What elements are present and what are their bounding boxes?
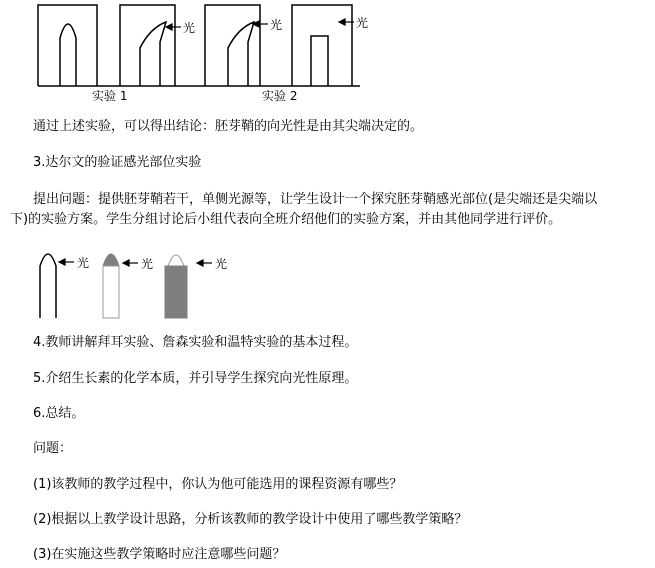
- coleoptile-intact: [40, 254, 56, 318]
- light-label-a: 光: [77, 256, 90, 270]
- section-3-para-line-1: 提出问题：提供胚芽鞘若干，单侧光源等，让学生设计一个探究胚芽鞘感光部位(是尖端还是尖端以: [33, 192, 598, 207]
- conclusion-text: 通过上述实验，可以得出结论：胚芽鞘的向光性是由其尖端决定的。: [33, 119, 424, 134]
- section-3-title: 3.达尔文的验证感光部位实验: [33, 155, 202, 170]
- exp1-coleoptile-bent: [140, 22, 166, 86]
- light-label-2: 光: [270, 18, 283, 32]
- section-5-text: 5.介绍生长素的化学本质，并引导学生探究向光性原理。: [33, 371, 358, 386]
- caption-experiment-2: 实验 2: [262, 89, 298, 103]
- sensing-experiment-figure: [0, 238, 655, 322]
- questions-title: 问题：: [33, 441, 73, 456]
- caption-experiment-1: 实验 1: [92, 89, 128, 103]
- light-label-1: 光: [183, 21, 196, 35]
- exp1-box-left: [38, 5, 97, 86]
- exp2-coleoptile-bent: [228, 22, 254, 86]
- exp2-box-left: [205, 5, 260, 86]
- section-3-para-line-2: 下)的实验方案。学生分组讨论后小组代表向全班介绍他们的实验方案，并由其他同学进行评价。: [10, 212, 562, 227]
- exp2-coleoptile-cut: [311, 36, 328, 86]
- coleoptile-tip-covered-stem: [103, 266, 119, 318]
- exp1-box-right: [120, 5, 175, 86]
- light-label-c: 光: [215, 257, 228, 271]
- section-6-text: 6.总结。: [33, 406, 85, 421]
- question-2: (2)根据以上教学设计思路，分析该教师的教学设计中使用了哪些教学策略？: [33, 512, 468, 527]
- question-3: (3)在实施这些教学策略时应注意哪些问题？: [33, 547, 286, 562]
- exp1-coleoptile-straight: [60, 24, 76, 86]
- coleoptile-tip-covered: [103, 254, 119, 266]
- light-label-3: 光: [356, 16, 369, 30]
- section-4-text: 4.教师讲解拜耳实验、詹森实验和温特实验的基本过程。: [33, 335, 358, 350]
- question-1: (1)该教师的教学过程中，你认为他可能选用的课程资源有哪些？: [33, 477, 403, 492]
- exp2-box-right: [292, 5, 352, 86]
- light-label-b: 光: [141, 257, 154, 271]
- coleoptile-base-covered: [165, 266, 187, 318]
- coleoptile-base-covered-tip: [168, 255, 184, 266]
